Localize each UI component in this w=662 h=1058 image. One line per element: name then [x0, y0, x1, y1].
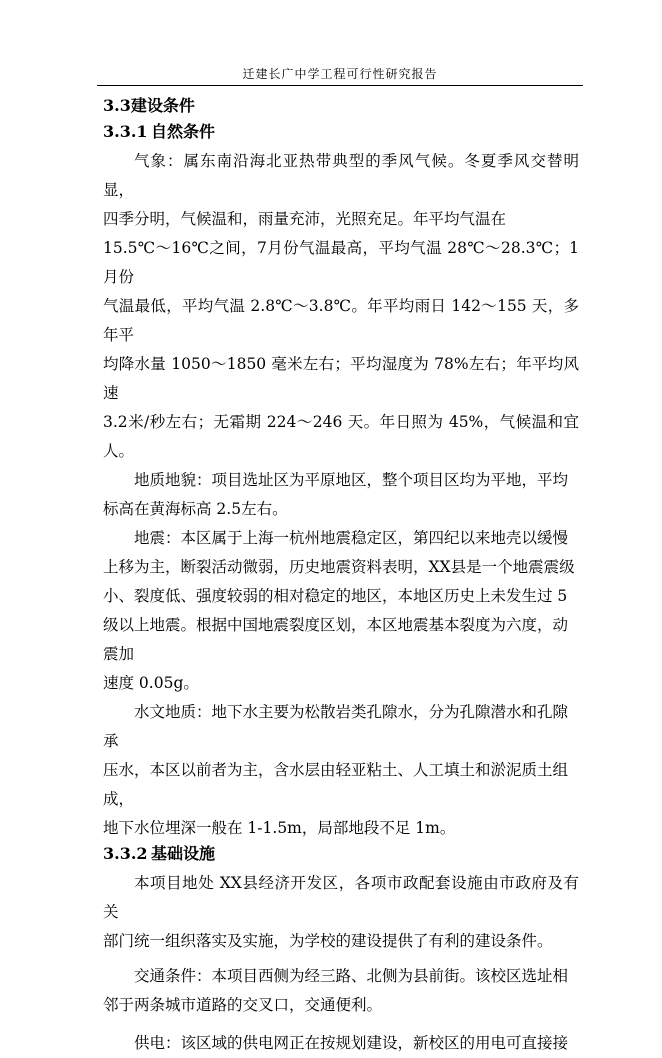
paragraph-line: 地下水位埋深一般在 1-1.5m，局部地段不足 1m。 [103, 819, 456, 837]
hydrology-paragraph [103, 698, 579, 843]
document-body [103, 95, 579, 1058]
paragraph-line: 本项目地处 XX县经济开发区，各项市政配套设施由市政府及有关 [103, 874, 579, 921]
location-paragraph [103, 869, 579, 956]
page-header [97, 63, 583, 86]
paragraph-line: 级以上地震。根据中国地震裂度区划，本区地震基本裂度为六度，动 [103, 616, 569, 634]
traffic-paragraph [103, 962, 579, 1020]
earthquake-paragraph [103, 524, 579, 698]
geology-paragraph [103, 466, 579, 524]
paragraph-line: 供电：该区域的供电网正在按规划建设，新校区的用电可直接接 [134, 1034, 569, 1052]
paragraph-line: 15.5℃～16℃之间，7月份气温最高，平均气温 28℃～28.3℃；1月份 [103, 239, 579, 286]
header-title: 迁建长广中学工程可行性研究报告 [242, 67, 438, 81]
paragraph-line: 均降水量 1050～1850 毫米左右；平均湿度为 78%左右；年平均风速 [103, 355, 579, 402]
power-paragraph [103, 1029, 579, 1058]
subsection-title: 基础设施 [151, 844, 216, 863]
subsection-heading-infrastructure [103, 843, 579, 869]
paragraph-line: 上移为主，断裂活动微弱，历史地震资料表明，XX县是一个地震震级 [103, 558, 575, 576]
subsection-number: 3.3.1 [103, 122, 148, 141]
paragraph-line: 地震：本区属于上海一杭州地震稳定区，第四纪以来地壳以缓慢 [134, 529, 569, 547]
paragraph-line: 气象：属东南沿海北亚热带典型的季风气候。冬夏季风交替明显， [103, 152, 579, 199]
climate-paragraph [103, 147, 579, 466]
paragraph-line: 四季分明，气候温和，雨量充沛，光照充足。年平均气温在 [103, 210, 507, 228]
paragraph-line: 3.2米/秒左右；无霜期 224～246 天。年日照为 45%，气候温和宜人。 [103, 413, 579, 460]
subsection-heading-natural [103, 121, 579, 147]
paragraph-line: 气温最低，平均气温 2.8℃～3.8℃。年平均雨日 142～155 天，多年平 [103, 297, 579, 344]
paragraph-line: 速度 0.05g。 [103, 674, 199, 692]
paragraph-line: 震加 [103, 645, 135, 663]
paragraph-line: 承 [103, 732, 119, 750]
paragraph-line: 标高在黄海标高 2.5左右。 [103, 500, 288, 518]
paragraph-line: 小、裂度低、强度较弱的相对稳定的地区，本地区历史上未发生过 5 [103, 587, 568, 605]
paragraph-line: 水文地质：地下水主要为松散岩类孔隙水，分为孔隙潜水和孔隙 [134, 703, 569, 721]
subsection-number: 3.3.2 [103, 844, 148, 863]
subsection-title: 自然条件 [151, 122, 216, 141]
paragraph-line: 压水，本区以前者为主，含水层由轻亚粘土、人工填土和淤泥质土组 [103, 761, 569, 779]
paragraph-line: 交通条件：本项目西侧为经三路、北侧为县前街。该校区选址相 [134, 967, 569, 985]
paragraph-line: 部门统一组织落实及实施，为学校的建设提供了有利的建设条件。 [103, 932, 553, 950]
paragraph-line: 邻于两条城市道路的交叉口，交通便利。 [103, 996, 383, 1014]
paragraph-line: 地质地貌：项目选址区为平原地区，整个项目区均为平地，平均 [134, 471, 569, 489]
paragraph-line: 成， [103, 790, 135, 808]
section-heading: 3.3建设条件 [103, 96, 195, 115]
